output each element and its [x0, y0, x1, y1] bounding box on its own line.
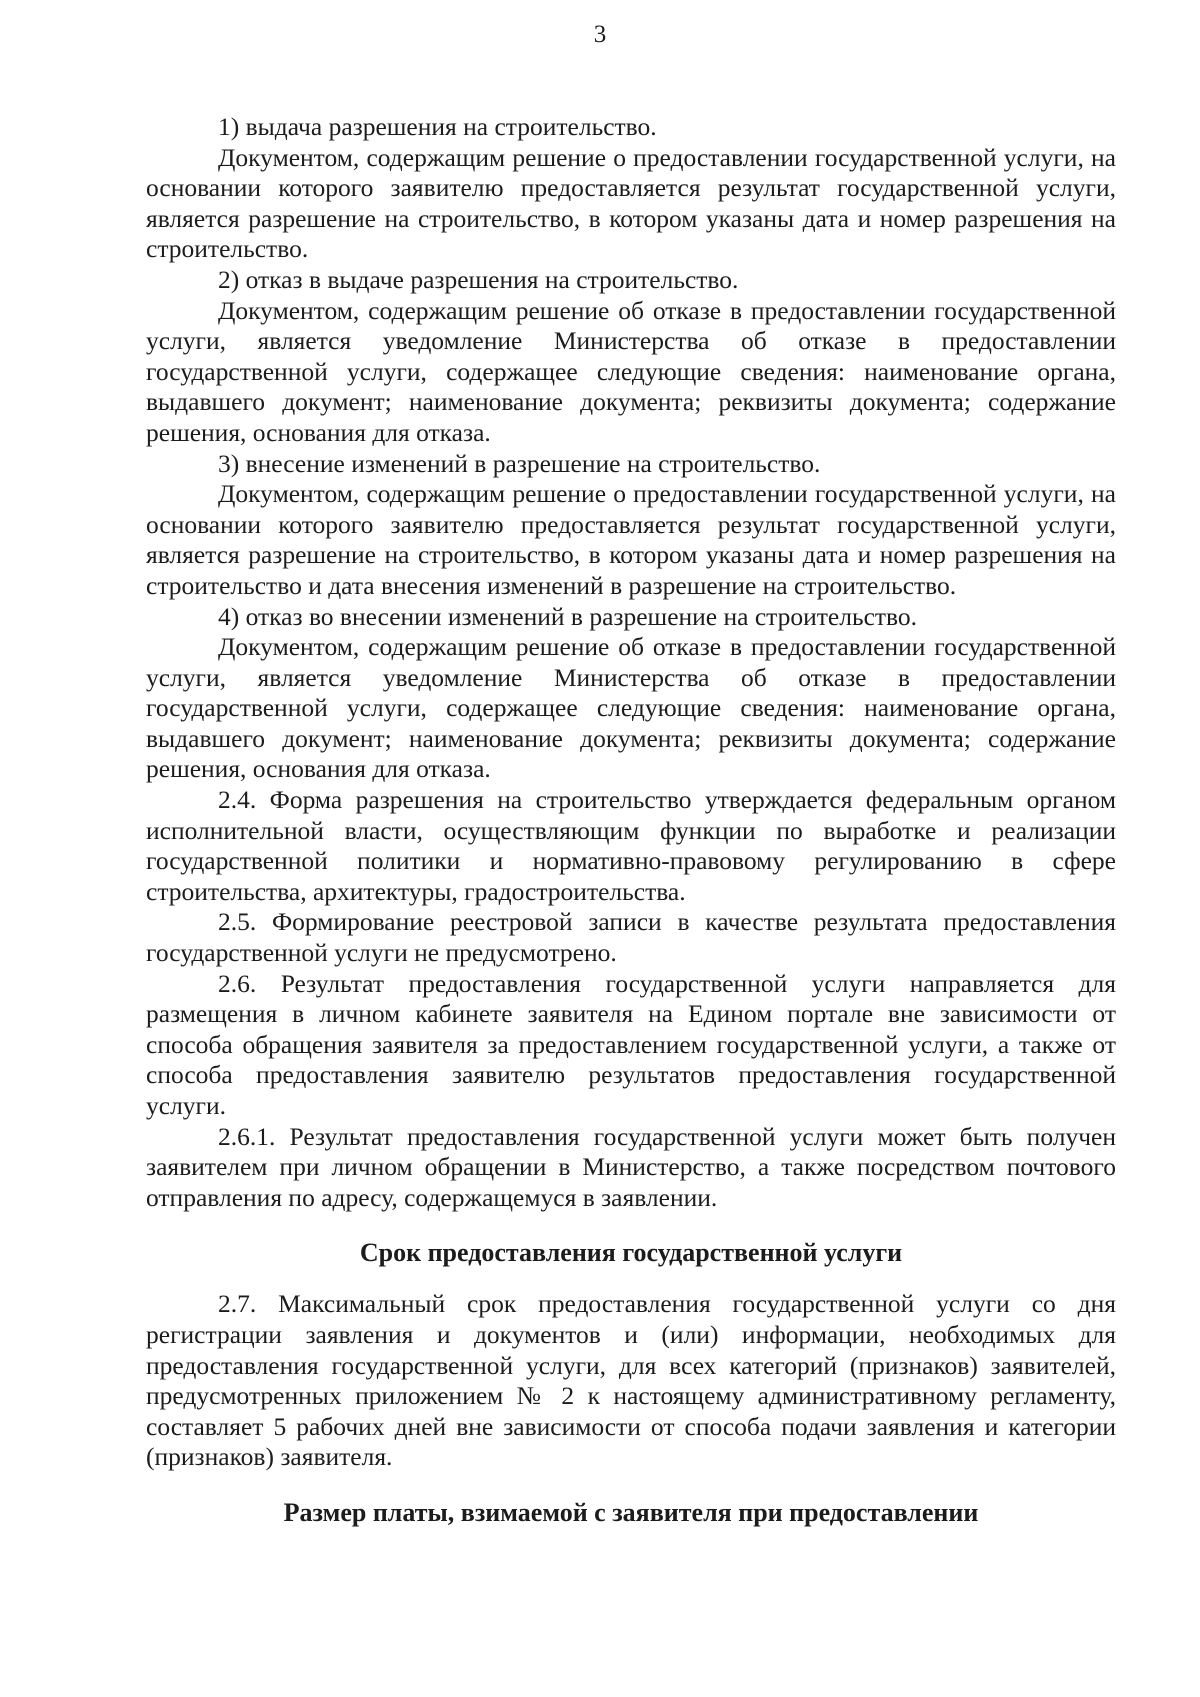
paragraph-2-5: 2.5. Формирование реестровой записи в качестве результата предоставления государственной услуги не предусмотрено.	[146, 907, 1116, 968]
section-heading-term: Срок предоставления государственной услуги	[359, 1238, 903, 1268]
paragraph-2-6-1: 2.6.1. Результат предоставления государственной услуги может быть получен заявителем при личном обращении в Министерство, а также посредством почтового отправления по адресу, содержащемуся в заявлении.	[146, 1121, 1116, 1212]
paragraph-result-3: 3) внесение изменений в разрешение на строительство.	[218, 448, 821, 478]
page-number: 3	[593, 21, 607, 48]
paragraph-result-2-document: Документом, содержащим решение об отказе в предоставлении государственной услуги, является уведомление Министерства об отказе в предоставлении государственной услуги, содержащее следующие сведения: наименование органа, выдавшего документ; наименование документа; реквизиты документа; содержание решения, основания для отказа.	[146, 295, 1116, 447]
paragraph-result-4-document: Документом, содержащим решение об отказе в предоставлении государственной услуги, является уведомление Министерства об отказе в предоставлении государственной услуги, содержащее следующие сведения: наименование органа, выдавшего документ; наименование документа; реквизиты документа; содержание решения, основания для отказа.	[146, 632, 1116, 784]
paragraph-2-7: 2.7. Максимальный срок предоставления государственной услуги со дня регистрации заявления и документов и (или) информации, необходимых для предоставления государственной услуги, для всех категорий (признаков) заявителей, предусмотренных приложением № 2 к настоящему административному регламенту, составляет 5 рабочих дней вне зависимости от способа подачи заявления и категории (признаков) заявителя.	[146, 1289, 1116, 1472]
paragraph-result-2: 2) отказ в выдаче разрешения на строительство.	[218, 264, 739, 294]
paragraph-result-1: 1) выдача разрешения на строительство.	[218, 112, 657, 141]
paragraph-2-6: 2.6. Результат предоставления государственной услуги направляется для размещения в личном кабинете заявителя на Едином портале вне зависимости от способа обращения заявителя за предоставлением государственной услуги, а также от способа предоставления заявителю результатов предоставления государственной услуги.	[146, 968, 1116, 1120]
paragraph-2-4: 2.4. Форма разрешения на строительство утверждается федеральным органом исполнительной власти, осуществляющим функции по выработке и реализации государственной политики и нормативно-правовому регулированию в сфере строительства, архитектуры, градостроительства.	[146, 785, 1116, 906]
section-heading-fee: Размер платы, взимаемой с заявителя при предоставлении	[283, 1497, 979, 1527]
paragraph-result-1-document: Документом, содержащим решение о предоставлении государственной услуги, на основании которого заявителю предоставляется результат государственной услуги, является разрешение на строительство, в котором указаны дата и номер разрешения на строительство.	[146, 142, 1116, 264]
paragraph-result-3-document: Документом, содержащим решение о предоставлении государственной услуги, на основании которого заявителю предоставляется результат государственной услуги, является разрешение на строительство, в котором указаны дата и номер разрешения на строительство и дата внесения изменений в разрешение на строительство.	[146, 479, 1116, 600]
document-body	[146, 112, 1116, 1529]
paragraph-result-4: 4) отказ во внесении изменений в разрешение на строительство.	[218, 601, 918, 631]
